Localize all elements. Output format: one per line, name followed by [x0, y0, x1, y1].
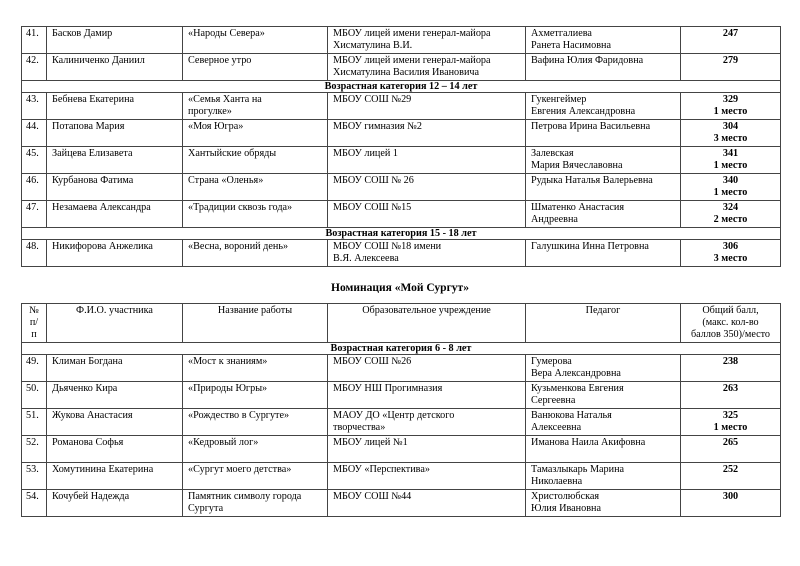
row-number: 44. [22, 120, 47, 147]
participant-name: Романова Софья [47, 436, 183, 463]
participant-name: Зайцева Елизавета [47, 147, 183, 174]
table-row [22, 93, 781, 120]
table-row [22, 490, 781, 517]
participant-name: Незамаева Александра [47, 201, 183, 228]
school: МБОУ СОШ №29 [328, 93, 526, 120]
work-title: «Мост к знаниям» [183, 355, 328, 382]
row-number: 54. [22, 490, 47, 517]
row-number: 50. [22, 382, 47, 409]
results-table-my-surgut [21, 303, 781, 517]
score: 247 [681, 27, 781, 54]
table-row [22, 27, 781, 54]
participant-name: Потапова Мария [47, 120, 183, 147]
row-number: 46. [22, 174, 47, 201]
age-category-row [22, 228, 781, 240]
participant-name: Кочубей Надежда [47, 490, 183, 517]
work-title: «Рождество в Сургуте» [183, 409, 328, 436]
work-title: Памятник символу города Сургута [183, 490, 328, 517]
table-row [22, 54, 781, 81]
participant-name: Басков Дамир [47, 27, 183, 54]
teacher: Иманова Наила Акифовна [526, 436, 681, 463]
age-category-label: Возрастная категория 12 – 14 лет [22, 81, 781, 93]
header-school: Образовательное учреждение [328, 304, 526, 343]
table-row [22, 240, 781, 267]
school: МБОУ гимназия №2 [328, 120, 526, 147]
row-number: 41. [22, 27, 47, 54]
teacher: Кузьменкова Евгения Сергеевна [526, 382, 681, 409]
work-title: Страна «Оленья» [183, 174, 328, 201]
table-header-row [22, 304, 781, 343]
row-number: 49. [22, 355, 47, 382]
header-score: Общий балл, (макс. кол-во баллов 350)/место [681, 304, 781, 343]
school: МБОУ лицей №1 [328, 436, 526, 463]
table-row [22, 463, 781, 490]
nomination-title: Номинация «Мой Сургут» [331, 282, 469, 294]
score: 252 [681, 463, 781, 490]
table-row [22, 409, 781, 436]
age-category-row [22, 343, 781, 355]
school: МБОУ лицей 1 [328, 147, 526, 174]
row-number: 43. [22, 93, 47, 120]
score: 265 [681, 436, 781, 463]
score: 325 1 место [681, 409, 781, 436]
row-number: 45. [22, 147, 47, 174]
work-title: Северное утро [183, 54, 328, 81]
table-row [22, 436, 781, 463]
score: 340 1 место [681, 174, 781, 201]
school: МБОУ СОШ № 26 [328, 174, 526, 201]
teacher: Тамазлыкарь Марина Николаевна [526, 463, 681, 490]
participant-name: Калиниченко Даниил [47, 54, 183, 81]
results-table-continued [21, 26, 781, 267]
school: МБОУ СОШ №18 имени В.Я. Алексеева [328, 240, 526, 267]
teacher: Залевская Мария Вячеславовна [526, 147, 681, 174]
work-title: «Сургут моего детства» [183, 463, 328, 490]
work-title: «Весна, вороний день» [183, 240, 328, 267]
work-title: Хантыйские обряды [183, 147, 328, 174]
participant-name: Бебнева Екатерина [47, 93, 183, 120]
school: МБОУ СОШ №26 [328, 355, 526, 382]
school: МБОУ «Перспектива» [328, 463, 526, 490]
row-number: 51. [22, 409, 47, 436]
teacher: Вафина Юлия Фаридовна [526, 54, 681, 81]
score: 306 3 место [681, 240, 781, 267]
age-category-label: Возрастная категория 15 - 18 лет [22, 228, 781, 240]
score: 300 [681, 490, 781, 517]
school: МАОУ ДО «Центр детского творчества» [328, 409, 526, 436]
row-number: 48. [22, 240, 47, 267]
header-number: № п/ п [22, 304, 47, 343]
score: 341 1 место [681, 147, 781, 174]
work-title: «Семья Ханта на прогулке» [183, 93, 328, 120]
table-row [22, 201, 781, 228]
score: 329 1 место [681, 93, 781, 120]
participant-name: Дьяченко Кира [47, 382, 183, 409]
work-title: «Природы Югры» [183, 382, 328, 409]
school: МБОУ СОШ №44 [328, 490, 526, 517]
score: 263 [681, 382, 781, 409]
teacher: Гукенгеймер Евгения Александровна [526, 93, 681, 120]
teacher: Ахметгалиева Ранета Насимовна [526, 27, 681, 54]
work-title: «Традиции сквозь года» [183, 201, 328, 228]
row-number: 52. [22, 436, 47, 463]
school: МБОУ СОШ №15 [328, 201, 526, 228]
score: 304 3 место [681, 120, 781, 147]
work-title: «Кедровый лог» [183, 436, 328, 463]
table-row [22, 120, 781, 147]
work-title: «Моя Югра» [183, 120, 328, 147]
teacher: Рудыка Наталья Валерьевна [526, 174, 681, 201]
teacher: Христолюбская Юлия Ивановна [526, 490, 681, 517]
school: МБОУ НШ Прогимназия [328, 382, 526, 409]
row-number: 42. [22, 54, 47, 81]
participant-name: Климан Богдана [47, 355, 183, 382]
header-work: Название работы [183, 304, 328, 343]
table-row [22, 174, 781, 201]
header-teacher: Педагог [526, 304, 681, 343]
teacher: Петрова Ирина Васильевна [526, 120, 681, 147]
work-title: «Народы Севера» [183, 27, 328, 54]
header-name: Ф.И.О. участника [47, 304, 183, 343]
teacher: Шматенко Анастасия Андреевна [526, 201, 681, 228]
score: 279 [681, 54, 781, 81]
school: МБОУ лицей имени генерал-майора Хисматулина Василия Ивановича [328, 54, 526, 81]
participant-name: Жукова Анастасия [47, 409, 183, 436]
participant-name: Никифорова Анжелика [47, 240, 183, 267]
row-number: 47. [22, 201, 47, 228]
table-row [22, 355, 781, 382]
participant-name: Хомутинина Екатерина [47, 463, 183, 490]
teacher: Ванюкова Наталья Алексеевна [526, 409, 681, 436]
teacher: Галушкина Инна Петровна [526, 240, 681, 267]
age-category-label: Возрастная категория 6 - 8 лет [22, 343, 781, 355]
school: МБОУ лицей имени генерал-майора Хисматулина В.И. [328, 27, 526, 54]
score: 324 2 место [681, 201, 781, 228]
age-category-row [22, 81, 781, 93]
participant-name: Курбанова Фатима [47, 174, 183, 201]
teacher: Гумерова Вера Александровна [526, 355, 681, 382]
row-number: 53. [22, 463, 47, 490]
table-row [22, 147, 781, 174]
table-row [22, 382, 781, 409]
score: 238 [681, 355, 781, 382]
